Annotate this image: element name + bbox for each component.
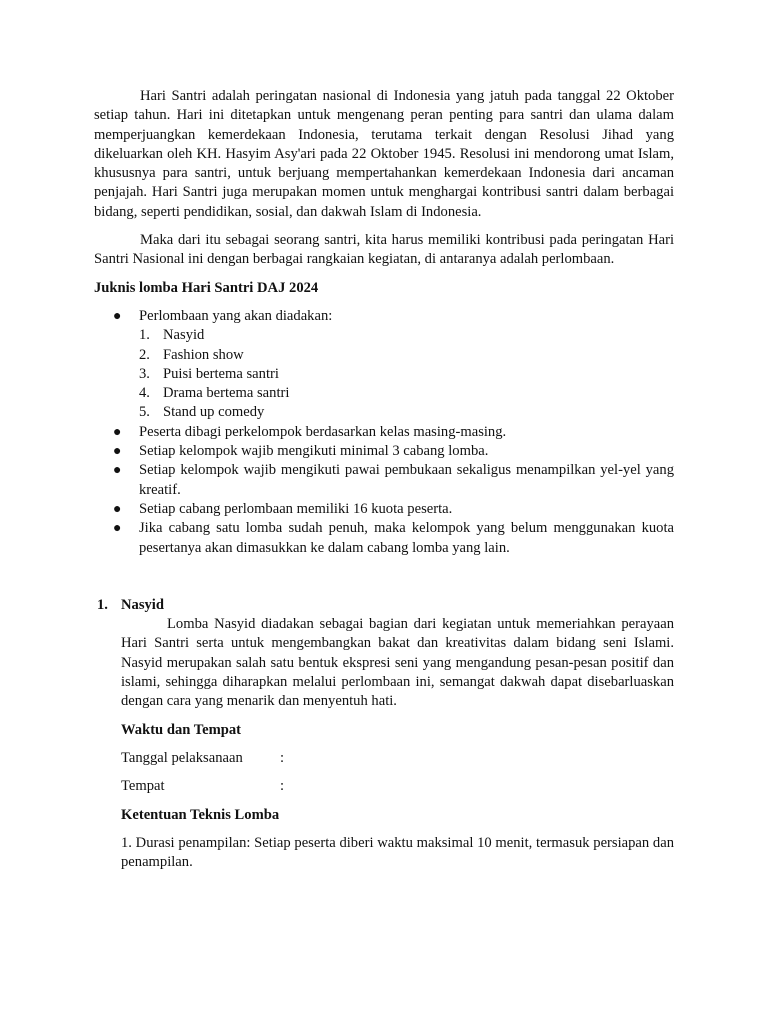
competition-number: 5. (139, 404, 150, 421)
place-label: Tempat (121, 778, 165, 795)
competitions-list (139, 326, 674, 422)
place-field-row (121, 777, 674, 796)
competition-label: Stand up comedy (163, 404, 265, 421)
list-item (94, 519, 674, 558)
intro-paragraph-1: Hari Santri adalah peringatan nasional di Indonesia yang jatuh pada tanggal 22 Oktober setiap tahun. Hari ini ditetapkan untuk mengenang peran penting para santri dan ulama dalam memperjuangkan kemerdekaan Indonesia, terutama terkait dengan Resolusi Jihad yang dikeluarkan oleh KH. Hasyim Asy'ari pada 22 Oktober 1945. Resolusi ini mendorong umat Islam, khususnya para santri, untuk berjuang mempertahankan kemerdekaan Indonesia dari ancaman penjajah. Hari Santri juga merupakan momen untuk menghargai kontribusi santri dalam berbagai bidang, seperti pendidikan, sosial, dan dakwah Islam di Indonesia. (94, 88, 674, 220)
place-colon: : (280, 778, 285, 795)
competition-item (139, 365, 674, 384)
bullet-icon: ● (113, 501, 122, 517)
time-place-heading: Waktu dan Tempat (121, 721, 242, 738)
competition-label: Nasyid (163, 327, 205, 344)
date-field-row (121, 749, 674, 768)
rule-text: Setiap kelompok wajib mengikuti minimal 3 cabang lomba. (139, 443, 489, 460)
date-label: Tanggal pelaksanaan (121, 749, 243, 766)
technical-rule-1: 1. Durasi penampilan: Setiap peserta diberi waktu maksimal 10 menit, termasuk persiapan dan penampilan. (121, 834, 674, 871)
competition-item (139, 384, 674, 403)
list-item (94, 461, 674, 500)
competition-number: 3. (139, 365, 150, 382)
competitions-intro: Perlombaan yang akan diadakan: (139, 307, 333, 324)
bullet-icon: ● (113, 444, 122, 460)
juknis-bullet-list (94, 307, 674, 558)
section-body: Lomba Nasyid diadakan sebagai bagian dari kegiatan untuk memeriahkan perayaan Hari Santri serta untuk mengembangkan bakat dan kreativitas dalam bidang seni Islami. Nasyid merupakan salah satu bentuk ekspresi seni yang mengandung pesan-pesan positif dan islami, sehingga diharapkan melalui perlombaan ini, semangat dakwah dapat disebarluaskan dengan cara yang menarik dan menyentuh hati. (121, 616, 674, 710)
technical-heading: Ketentuan Teknis Lomba (121, 806, 280, 823)
competition-item (139, 346, 674, 365)
intro-paragraph-2: Maka dari itu sebagai seorang santri, kita harus memiliki kontribusi pada peringatan Hari Santri Nasional ini dengan berbagai rangkaian kegiatan, di antaranya adalah perlombaan. (94, 232, 674, 268)
section-number: 1. (97, 596, 108, 613)
bullet-icon: ● (113, 424, 122, 440)
rule-text: Peserta dibagi perkelompok berdasarkan kelas masing-masing. (139, 423, 507, 440)
section-title: Nasyid (121, 596, 164, 613)
competition-label: Puisi bertema santri (163, 365, 279, 382)
document-content (94, 87, 674, 881)
competition-number: 1. (139, 327, 150, 344)
list-item (94, 307, 674, 423)
rule-text: Setiap cabang perlombaan memiliki 16 kuota peserta. (139, 500, 453, 517)
rule-text: Setiap kelompok wajib mengikuti pawai pembukaan sekaligus menampilkan yel-yel yang kreatif. (139, 462, 674, 498)
competition-item (139, 403, 674, 422)
competition-label: Drama bertema santri (163, 385, 290, 402)
competition-number: 4. (139, 385, 150, 402)
list-item (94, 500, 674, 519)
competition-item (139, 326, 674, 345)
section-nasyid (94, 596, 674, 873)
competition-label: Fashion show (163, 346, 244, 363)
bullet-icon: ● (113, 463, 122, 479)
competition-number: 2. (139, 346, 150, 363)
bullet-icon: ● (113, 521, 122, 537)
list-item (94, 423, 674, 442)
date-colon: : (280, 749, 285, 766)
rule-text: Jika cabang satu lomba sudah penuh, maka kelompok yang belum menggunakan kuota pesertanya akan dimasukkan ke dalam cabang lomba yang lain. (139, 520, 674, 556)
list-item (94, 442, 674, 461)
juknis-heading: Juknis lomba Hari Santri DAJ 2024 (94, 279, 319, 296)
bullet-icon: ● (113, 308, 122, 324)
